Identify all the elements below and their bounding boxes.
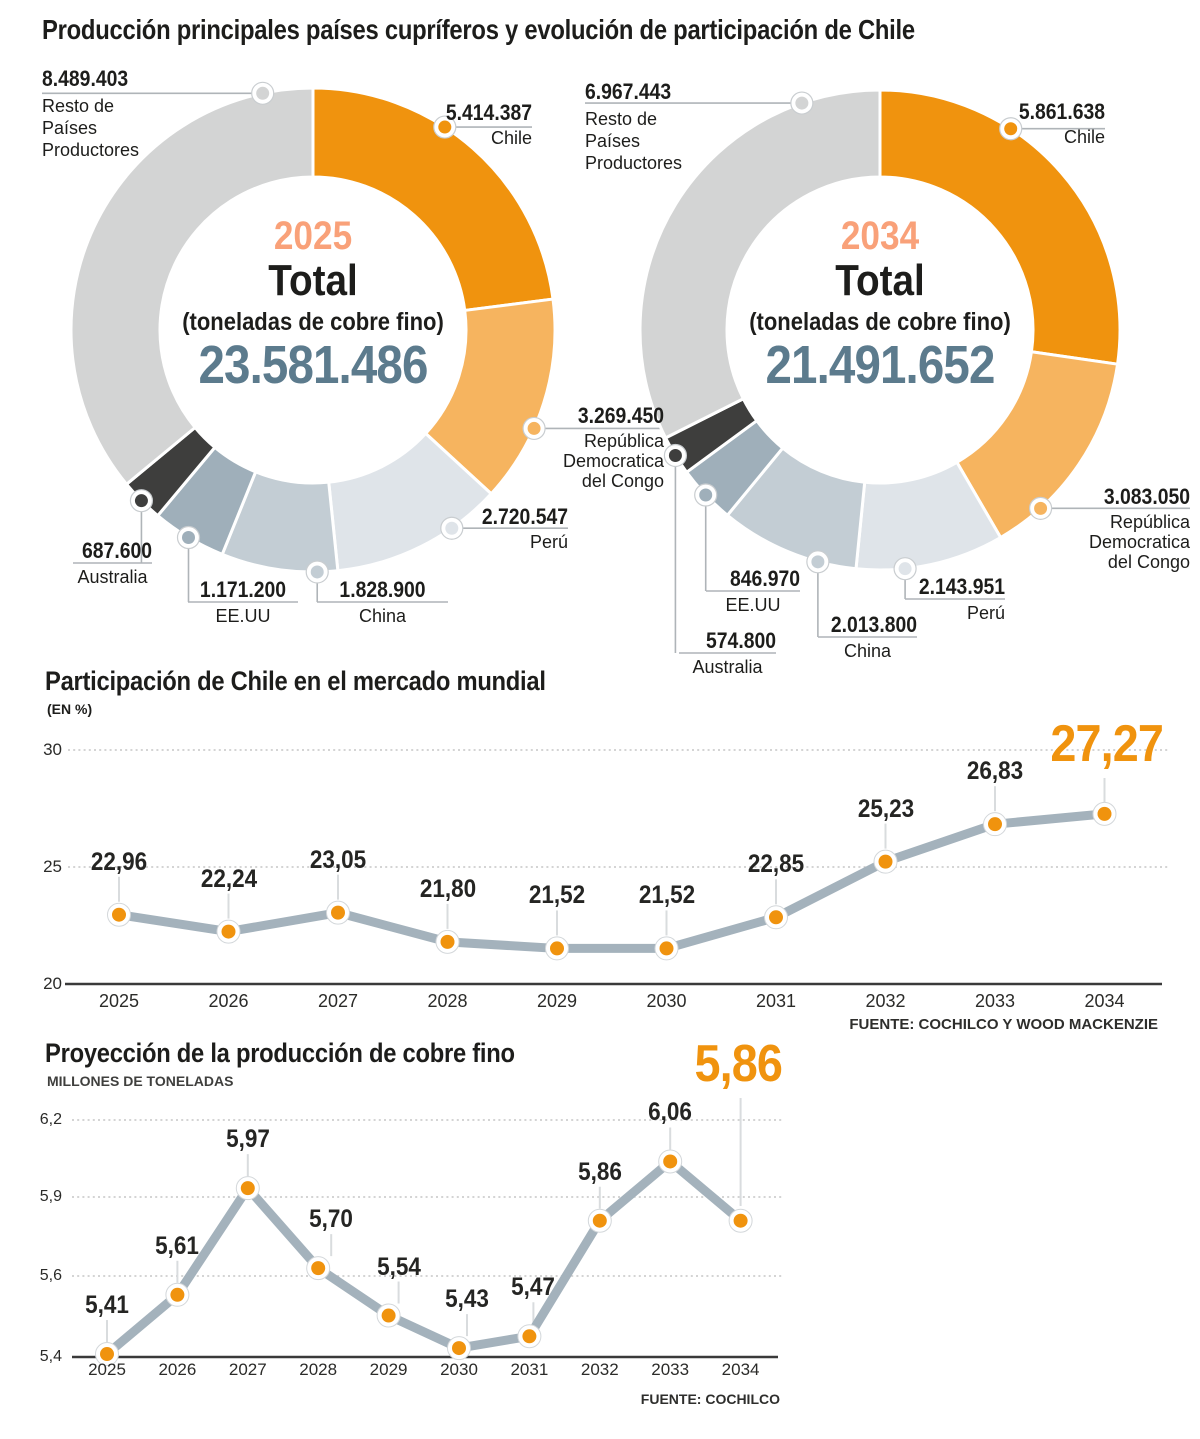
bottom-chart-value-label-2025: 5,41 xyxy=(85,1291,129,1320)
bottom-chart-value-label-2028: 5,70 xyxy=(309,1205,354,1234)
donut-2025-label-chile-value: 5.414.387 xyxy=(445,100,532,125)
bottom-chart-xtick-2026: 2026 xyxy=(158,1360,197,1379)
page-title: Producción principales países cupríferos y evolución de participación de Chile xyxy=(42,14,915,45)
mid-chart-point-2028 xyxy=(441,935,455,949)
bottom-chart-xtick-2030: 2030 xyxy=(440,1360,478,1379)
mid-chart-value-label-2026: 22,24 xyxy=(200,864,257,893)
mid-chart-point-2025 xyxy=(112,908,126,922)
bottom-chart-ytick-5,4: 5,4 xyxy=(39,1348,62,1365)
bottom-chart-ytick-6,2: 6,2 xyxy=(39,1111,62,1128)
donut-2034-label-china-value: 2.013.800 xyxy=(830,612,917,637)
donut-2025-label-australia-value: 687.600 xyxy=(82,538,152,563)
bottom-chart-value-label-2031: 5,47 xyxy=(511,1273,556,1302)
mid-chart-value-label-2032: 25,23 xyxy=(857,794,914,823)
bottom-chart-point-2026 xyxy=(170,1288,184,1302)
mid-chart-xtick-2032: 2032 xyxy=(865,991,906,1011)
donut-2034-label-australia-value: 574.800 xyxy=(706,628,776,653)
participation-chart-title: Participación de Chile en el mercado mundial xyxy=(45,666,546,696)
bottom-chart-xtick-2025: 2025 xyxy=(88,1360,126,1379)
donut-2034-label-ee-uu-name: EE.UU xyxy=(725,595,781,615)
bottom-chart-point-2029 xyxy=(382,1309,396,1323)
bottom-chart-point-2030 xyxy=(452,1341,466,1355)
donut-2034-center xyxy=(720,214,1040,394)
bottom-chart-point-2027 xyxy=(241,1181,255,1195)
donut-2034-total-sublabel: (toneladas de cobre fino) xyxy=(749,308,1011,336)
bottom-chart-point-2033 xyxy=(663,1154,677,1168)
mid-chart-xtick-2027: 2027 xyxy=(317,991,359,1011)
donut-2025-label-peru-value: 2.720.547 xyxy=(481,504,568,529)
donut-2034-label-chile-name: Chile xyxy=(1063,127,1105,147)
mid-chart-value-label-2027: 23,05 xyxy=(309,845,367,874)
donut-2025-total-label: Total xyxy=(268,256,358,305)
donut-2025-label-republica-democratica-del-congo-name: del Congo xyxy=(581,471,664,491)
bottom-chart-xtick-2032: 2032 xyxy=(580,1360,619,1379)
donut-2025-label-australia-name: Australia xyxy=(77,567,148,587)
mid-chart-xtick-2033: 2033 xyxy=(974,991,1016,1011)
participation-chart-unit: (EN %) xyxy=(47,701,93,717)
donut-2034-label-ee-uu-value: 846.970 xyxy=(730,566,800,591)
donut-2034-label-peru-name: Perú xyxy=(966,603,1005,623)
donut-2034-label-resto-de-paises-productores-value: 6.967.443 xyxy=(585,79,672,104)
bottom-chart-value-label-2029: 5,54 xyxy=(376,1252,421,1281)
bottom-chart-point-2028 xyxy=(311,1261,325,1275)
mid-chart-value-label-2029: 21,52 xyxy=(528,881,586,910)
mid-chart-xtick-2029: 2029 xyxy=(536,991,578,1011)
mid-chart-ytick-25: 25 xyxy=(43,857,62,876)
donut-2025-label-china-name: China xyxy=(358,606,407,626)
donut-2034-year: 2034 xyxy=(840,214,920,258)
mid-chart-point-2029 xyxy=(550,941,564,955)
bottom-chart-xtick-2027: 2027 xyxy=(228,1360,267,1379)
bottom-chart-value-label-2026: 5,61 xyxy=(155,1231,200,1260)
bottom-chart-value-label-2034-highlight: 5,86 xyxy=(694,1035,782,1093)
mid-chart-value-label-2025: 22,96 xyxy=(90,847,148,876)
participation-chart-source: FUENTE: COCHILCO Y WOOD MACKENZIE xyxy=(849,1016,1158,1033)
donut-2025-label-resto-de-paises-productores-name: Resto de xyxy=(42,96,115,116)
donut-2025-label-republica-democratica-del-congo-value: 3.269.450 xyxy=(577,403,664,428)
mid-chart-point-2030 xyxy=(660,941,674,955)
bottom-chart-xtick-2034: 2034 xyxy=(721,1360,760,1379)
bottom-chart-value-label-2030: 5,43 xyxy=(445,1285,489,1314)
bottom-chart-point-2025 xyxy=(100,1347,114,1361)
mid-chart-point-2033 xyxy=(988,817,1002,831)
donut-2034-label-republica-democratica-del-congo-name: República xyxy=(1109,512,1190,532)
donut-2034-total-value: 21.491.652 xyxy=(765,335,995,395)
donut-2025-label-republica-democratica-del-congo-name: Democratica xyxy=(562,451,664,471)
bottom-chart-xtick-2031: 2031 xyxy=(510,1360,549,1379)
mid-chart-ytick-30: 30 xyxy=(43,740,62,759)
donut-2025-label-ee-uu-name: EE.UU xyxy=(215,606,271,626)
mid-chart-value-label-2031: 22,85 xyxy=(747,850,805,879)
mid-chart-point-2031 xyxy=(769,910,783,924)
mid-chart-ytick-20: 20 xyxy=(43,974,62,993)
mid-chart-value-label-2030: 21,52 xyxy=(638,881,695,910)
mid-chart-xtick-2028: 2028 xyxy=(427,991,468,1011)
donut-2025-label-ee-uu-value: 1.171.200 xyxy=(199,577,287,602)
production-chart-title: Proyección de la producción de cobre fino xyxy=(45,1038,515,1068)
bottom-chart-ytick-5,9: 5,9 xyxy=(39,1188,62,1205)
donut-2034-total-label: Total xyxy=(835,256,925,305)
donut-2025-label-resto-de-paises-productores-value: 8.489.403 xyxy=(42,66,129,91)
mid-chart-xtick-2034: 2034 xyxy=(1084,991,1125,1011)
bottom-chart-value-label-2033: 6,06 xyxy=(648,1098,693,1127)
donut-2034-label-chile-value: 5.861.638 xyxy=(1018,99,1105,124)
mid-chart-value-label-2034-highlight: 27,27 xyxy=(1050,715,1163,773)
bottom-chart-point-2034 xyxy=(734,1214,748,1228)
donut-2025-center xyxy=(153,214,473,394)
donut-2025-label-republica-democratica-del-congo-name: República xyxy=(583,431,664,451)
donut-2034-label-resto-de-paises-productores-name: Productores xyxy=(585,153,683,173)
donut-2025-label-resto-de-paises-productores-name: Productores xyxy=(42,140,140,160)
donut-2034-label-peru-value: 2.143.951 xyxy=(918,574,1005,599)
bottom-chart-point-2031 xyxy=(522,1329,536,1343)
donut-2025-year: 2025 xyxy=(273,214,353,258)
bottom-chart-ytick-5,6: 5,6 xyxy=(39,1267,62,1284)
bottom-chart-value-label-2027: 5,97 xyxy=(225,1125,270,1154)
donut-2034-label-china-name: China xyxy=(843,641,892,661)
mid-chart-point-2026 xyxy=(222,925,236,939)
donut-2025-label-chile-name: Chile xyxy=(490,128,532,148)
mid-chart-value-label-2033: 26,83 xyxy=(966,757,1024,786)
donut-2025-label-china-value: 1.828.900 xyxy=(339,577,426,602)
bottom-chart-xtick-2033: 2033 xyxy=(651,1360,690,1379)
donut-2034-label-republica-democratica-del-congo-name: del Congo xyxy=(1107,552,1190,572)
mid-chart-point-2034 xyxy=(1098,807,1112,821)
mid-chart-point-2032 xyxy=(879,855,893,869)
mid-chart-xtick-2025: 2025 xyxy=(98,991,140,1011)
bottom-chart-value-label-2032: 5,86 xyxy=(577,1157,622,1186)
donut-2025-total-value: 23.581.486 xyxy=(198,335,428,395)
donut-2034-label-republica-democratica-del-congo-name: Democratica xyxy=(1088,532,1190,552)
donut-2034-label-resto-de-paises-productores-name: Resto de xyxy=(585,109,658,129)
mid-chart-point-2027 xyxy=(331,906,345,920)
donut-2025-label-peru-name: Perú xyxy=(529,532,568,552)
donut-2034-label-australia-name: Australia xyxy=(692,657,763,677)
bottom-chart-xtick-2028: 2028 xyxy=(299,1360,338,1379)
bottom-chart-point-2032 xyxy=(593,1214,607,1228)
mid-chart-xtick-2026: 2026 xyxy=(208,991,249,1011)
mid-chart-xtick-2030: 2030 xyxy=(646,991,687,1011)
production-chart-unit: MILLONES DE TONELADAS xyxy=(47,1073,234,1089)
mid-chart-value-label-2028: 21,80 xyxy=(419,874,476,903)
mid-chart-xtick-2031: 2031 xyxy=(755,991,797,1011)
donut-2034-label-resto-de-paises-productores-name: Países xyxy=(585,131,641,151)
donut-2034-label-republica-democratica-del-congo-value: 3.083.050 xyxy=(1103,484,1190,509)
bottom-chart-xtick-2029: 2029 xyxy=(369,1360,408,1379)
donut-2025-total-sublabel: (toneladas de cobre fino) xyxy=(182,308,444,336)
production-chart-source: FUENTE: COCHILCO xyxy=(640,1391,780,1407)
donut-2025-label-resto-de-paises-productores-name: Países xyxy=(42,118,98,138)
